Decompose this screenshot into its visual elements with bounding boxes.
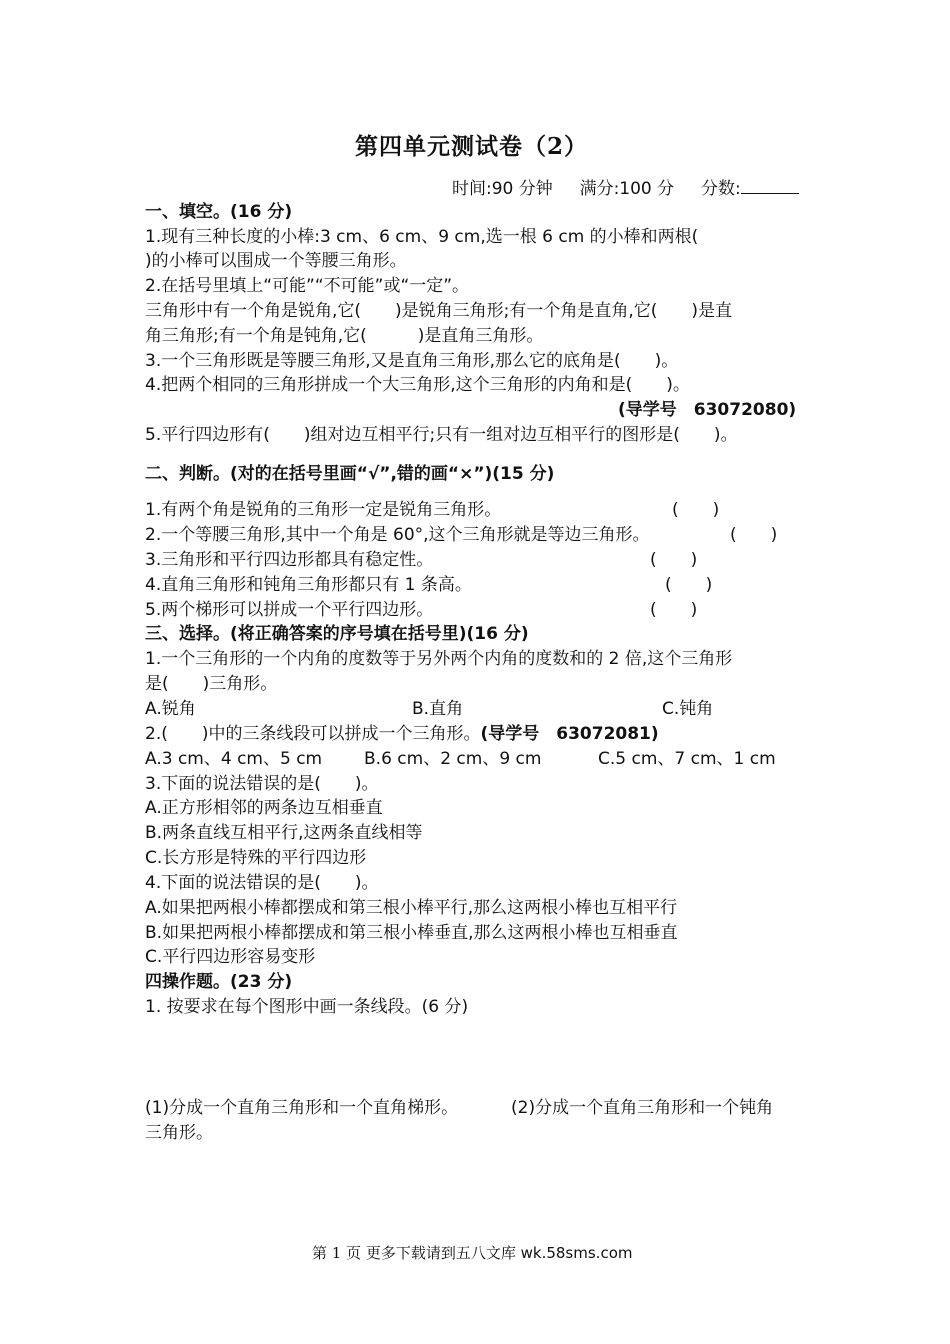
s1-q3: 3.一个三角形既是等腰三角形,又是直角三角形,那么它的底角是( )。: [145, 351, 679, 371]
s4-sub-1: (1)分成一个直角三角形和一个直角梯形。: [145, 1098, 459, 1118]
s2-paren-1: ( ): [672, 500, 720, 520]
s3-q1-option-b: B.直角: [412, 699, 464, 719]
s2-item-1: 1.有两个角是锐角的三角形一定是锐角三角形。: [145, 500, 502, 520]
s2-item-5: 5.两个梯形可以拼成一个平行四边形。: [145, 600, 434, 620]
s4-q1: 1. 按要求在每个图形中画一条线段。(6 分): [145, 997, 469, 1017]
s2-paren-3: ( ): [650, 550, 698, 570]
s3-q1-option-a: A.锐角: [145, 699, 196, 719]
score-label: 分数:: [700, 179, 741, 199]
s3-q3-option-c: C.长方形是特殊的平行四边形: [145, 848, 367, 868]
s3-q4-option-a: A.如果把两根小棒都摆成和第三根小棒平行,那么这两根小棒也互相平行: [145, 898, 678, 918]
s4-sub-2: (2)分成一个直角三角形和一个钝角: [511, 1098, 774, 1118]
s3-q2-option-b: B.6 cm、2 cm、9 cm: [364, 749, 542, 769]
s1-q2-line2: 角三角形;有一个角是钝角,它( )是直角三角形。: [145, 326, 544, 346]
s1-q1-line2: )的小棒可以围成一个等腰三角形。: [145, 251, 407, 271]
s3-q3-option-a: A.正方形相邻的两条边互相垂直: [145, 798, 383, 818]
s4-sub-2-line2: 三角形。: [145, 1123, 213, 1143]
full-score-label: 满分:100 分: [579, 179, 675, 199]
section-1-heading: 一、填空。(16 分): [145, 202, 293, 222]
s3-q2-option-c: C.5 cm、7 cm、1 cm: [598, 749, 776, 769]
s3-q1-line1: 1.一个三角形的一个内角的度数等于另外两个内角的度数和的 2 倍,这个三角形: [145, 649, 733, 669]
s3-q4-option-b: B.如果把两根小棒都摆成和第三根小棒垂直,那么这两根小棒也互相垂直: [145, 923, 678, 943]
page-title: 第四单元测试卷（2）: [355, 133, 589, 160]
time-label: 时间:90 分钟: [452, 179, 553, 199]
exam-meta: [452, 176, 799, 200]
section-3-heading: 三、选择。(将正确答案的序号填在括号里)(16 分): [145, 624, 529, 644]
footer-url[interactable]: wk.58sms.com: [520, 1244, 633, 1262]
s1-q2-line1: 三角形中有一个角是锐角,它( )是锐角三角形;有一个角是直角,它( )是直: [145, 301, 733, 321]
s1-q4: 4.把两个相同的三角形拼成一个大三角形,这个三角形的内角和是( )。: [145, 375, 690, 395]
guide-number-1: (导学号 63072080): [618, 400, 797, 420]
s3-q4: 4.下面的说法错误的是( )。: [145, 873, 379, 893]
s2-paren-2: ( ): [730, 525, 778, 545]
s3-q1-line2: 是( )三角形。: [145, 674, 278, 694]
s3-q3-option-b: B.两条直线互相平行,这两条直线相等: [145, 823, 423, 843]
s1-q1-line1: 1.现有三种长度的小棒:3 cm、6 cm、9 cm,选一根 6 cm 的小棒和两根(: [145, 227, 699, 247]
section-2-heading: 二、判断。(对的在括号里画“√”,错的画“×”)(15 分): [145, 464, 555, 484]
s3-q2-text: 2.( )中的三条线段可以拼成一个三角形。: [145, 724, 481, 744]
s3-q3: 3.下面的说法错误的是( )。: [145, 774, 379, 794]
s2-paren-4: ( ): [665, 575, 713, 595]
s1-q5: 5.平行四边形有( )组对边互相平行;只有一组对边互相平行的图形是( )。: [145, 425, 738, 445]
s3-q2-option-a: A.3 cm、4 cm、5 cm: [145, 749, 323, 769]
s2-item-3: 3.三角形和平行四边形都具有稳定性。: [145, 550, 434, 570]
footer-text: 第 1 页 更多下载请到五八文库: [312, 1244, 521, 1262]
page-footer: [312, 1242, 632, 1264]
s3-q2: [145, 723, 659, 745]
score-blank: [741, 176, 799, 194]
s2-item-2: 2.一个等腰三角形,其中一个角是 60°,这个三角形就是等边三角形。: [145, 525, 650, 545]
guide-number-2: (导学号 63072081): [480, 724, 659, 744]
section-4-heading: 四操作题。(23 分): [145, 972, 293, 992]
s1-q2: 2.在括号里填上“可能”“不可能”或“一定”。: [145, 276, 470, 296]
s3-q1-option-c: C.钝角: [662, 699, 714, 719]
s3-q4-option-c: C.平行四边形容易变形: [145, 947, 316, 967]
s2-paren-5: ( ): [650, 600, 698, 620]
s2-item-4: 4.直角三角形和钝角三角形都只有 1 条高。: [145, 575, 472, 595]
